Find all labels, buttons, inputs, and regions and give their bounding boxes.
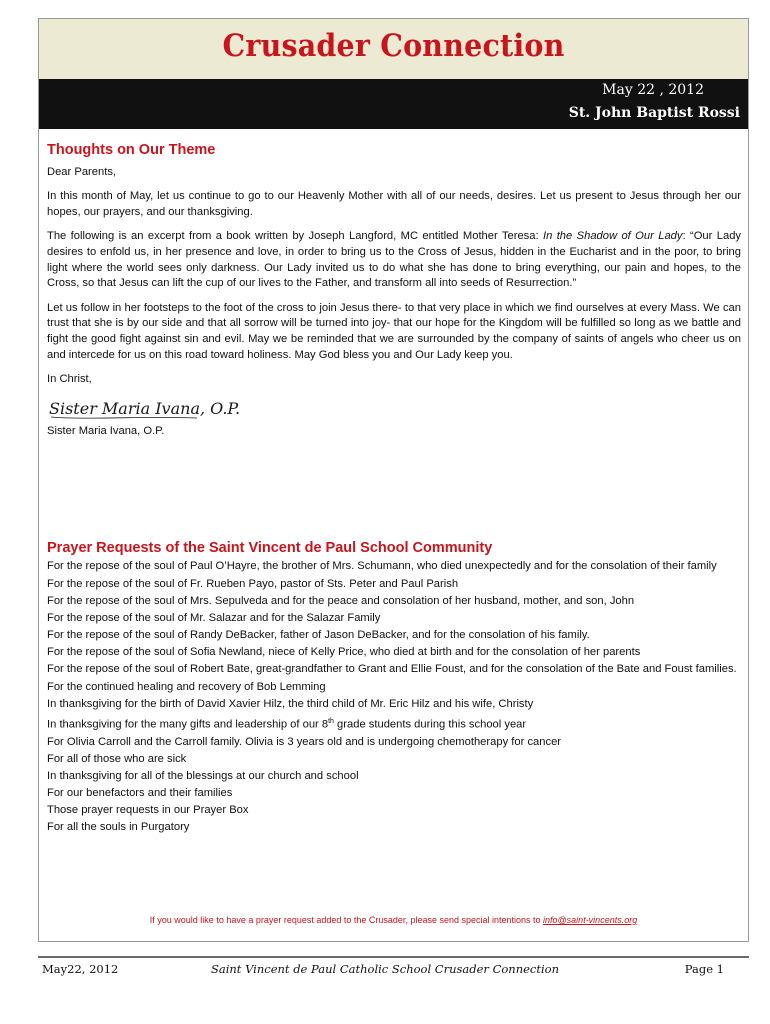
list-item: In thanksgiving for the birth of David Xavier Hilz, the third child of Mr. Eric Hilz and his wife, Christy (47, 697, 534, 710)
list-item: In thanksgiving for all of the blessings at our church and school (47, 769, 359, 782)
book-title: In the Shadow of Our Lady (542, 230, 683, 243)
grade-item-sup: th (328, 717, 334, 725)
list-item: For all of those who are sick (47, 752, 187, 765)
page-number: Page 1 (684, 962, 724, 976)
theme-paragraph-2 (47, 229, 741, 291)
list-item: For the repose of the soul of Paul O’Hayre, the brother of Mrs. Schumann, who died unexpectedly and for the consolation of their family (47, 560, 717, 573)
list-item: For the repose of the soul of Mr. Salazar and for the Salazar Family (47, 612, 381, 625)
svg-text:Sister Maria Ivana, O.P.: Sister Maria Ivana, O.P. (49, 398, 241, 418)
newsletter-title: Crusader Connection (222, 28, 565, 64)
list-item: For the repose of the soul of Randy DeBacker, father of Jason DeBacker, and for the consolation of his family. (47, 629, 590, 642)
footer-divider (38, 956, 749, 958)
footer-title: Saint Vincent de Paul Catholic School Crusader Connection (210, 962, 559, 976)
email-link[interactable]: info@saint-vincents.org (543, 915, 638, 925)
list-item: For the repose of the soul of Mrs. Sepulveda and for the peace and consolation of her husband, mother, and son, John (47, 595, 635, 608)
list-item: For the repose of the soul of Robert Bate, great-grandfather to Grant and Ellie Foust, and for the consolation of the Bate and Foust families. (47, 662, 737, 675)
grade-item-before: In thanksgiving for the many gifts and leadership of our 8 (47, 718, 329, 731)
footer-date: May22, 2012 (42, 962, 119, 976)
closing: In Christ, (47, 373, 92, 386)
list-item: For our benefactors and their families (47, 786, 233, 799)
list-item: For the repose of the soul of Sofia Newland, niece of Kelly Price, who died at birth and for the consolation of her parents (47, 646, 641, 659)
parish-name: St. John Baptist Rossi (568, 105, 740, 121)
list-item: For all the souls in Purgatory (47, 821, 190, 834)
list-item: Those prayer requests in our Prayer Box (47, 803, 249, 816)
salutation: Dear Parents, (47, 165, 117, 178)
list-item: For the repose of the soul of Fr. Rueben Payo, pastor of Sts. Peter and Paul Parish (47, 578, 459, 591)
prayer-heading: Prayer Requests of the Saint Vincent de Paul School Community (47, 540, 493, 556)
signature-image (47, 390, 257, 424)
prayer-section (47, 540, 741, 836)
grade-item-after: grade students during this school year (333, 718, 527, 731)
theme-paragraph-3: Let us follow in her footsteps to the foot of the cross to join Jesus there- to that very place in which we find ourselves at every Mass. We can trust that she is by our side and that all sorrow will be turned into joy- that our hope for the Kingdom will be fulfilled so long as we battle and fight the good fight against sin and evil. May we be reminded that we are surrounded by the company of saints of angels who cheer us on and intercede for us on this road toward holiness. May God bless you and Our Lady keep you. (47, 301, 741, 361)
note-text: If you would like to have a prayer request added to the Crusader, please send special intentions to (149, 915, 544, 925)
excerpt-intro: The following is an excerpt from a book written by Joseph Langford, MC entitled Mother Teresa: (47, 230, 543, 243)
list-item (47, 713, 741, 734)
issue-date: May 22 , 2012 (602, 82, 704, 98)
date-bar (39, 79, 748, 129)
theme-heading: Thoughts on Our Theme (47, 142, 216, 158)
signature (47, 390, 741, 424)
prayer-list (47, 559, 741, 836)
list-item: For the continued healing and recovery of Bob Lemming (47, 680, 326, 693)
masthead (39, 19, 748, 79)
list-item: For Olivia Carroll and the Carroll family. Olivia is 3 years old and is undergoing chemotherapy for cancer (47, 735, 562, 748)
signer-name: Sister Maria Ivana, O.P. (47, 424, 165, 437)
theme-paragraph-1: In this month of May, let us continue to go to our Heavenly Mother with all of our needs, desires. Let us present to Jesus through her our hopes, our prayers, and our thanksgiving. (47, 190, 741, 218)
prayer-request-note (39, 915, 748, 925)
excerpt-quote: : “Our Lady desires to enfold us, in her presence and love, in order to bring us to the Cross of Jesus, hidden in the Eucharist and in the poor, to bring light where the world sees only darkness. Our Lady invited us to do what she has done to bring everything, our pain and hopes, to the Cross, so that Jesus can lift the cup of our lives to the Father, and transform all into seeds of Resurrection.” (47, 230, 742, 290)
theme-section (47, 143, 741, 448)
